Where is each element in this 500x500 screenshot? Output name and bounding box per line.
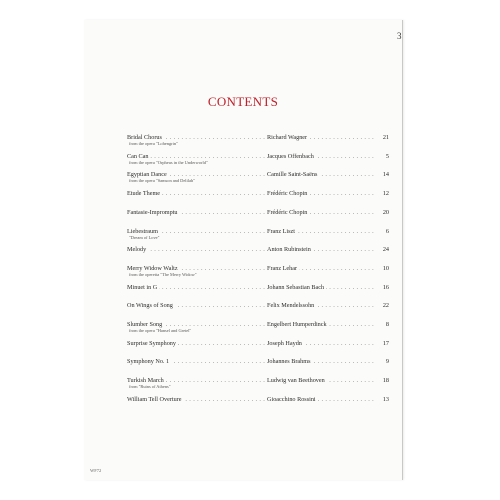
piece-title: William Tell Overture — [127, 395, 182, 403]
entry-page-number: 24 — [375, 246, 389, 253]
toc-entry — [127, 209, 389, 216]
composer-name: Richard Wagner — [267, 134, 308, 141]
piece-title: Can Can — [127, 152, 149, 160]
piece-subtitle: from the opera "Hansel and Gretel" — [129, 328, 192, 333]
piece-title: Bridal Chorus — [127, 134, 162, 141]
entry-page-number: 13 — [375, 396, 389, 403]
toc-entry — [127, 284, 389, 291]
entry-page-number: 8 — [375, 321, 389, 328]
entry-page-number: 5 — [375, 153, 389, 160]
piece-subtitle: from the opera "Lohengrin" — [129, 141, 178, 146]
toc-entry — [127, 134, 389, 146]
toc-entry — [127, 190, 389, 197]
composer-name: Felix Mendelssohn — [267, 302, 315, 310]
entry-page-number: 9 — [375, 358, 389, 365]
composer-name: Jacques Offenbach — [267, 152, 314, 160]
composer-name: Anton Rubinstein — [267, 246, 311, 254]
piece-subtitle: from the opera "Orpheus in the Underworld" — [129, 159, 208, 165]
toc-entry — [127, 265, 389, 277]
piece-title: Melody — [127, 246, 147, 254]
entry-page-number: 10 — [375, 265, 389, 272]
piece-subtitle: "Dream of Love" — [129, 234, 160, 240]
toc-entry — [127, 358, 389, 365]
piece-title: Slumber Song — [127, 321, 163, 328]
piece-title: Minuet in G — [127, 283, 158, 291]
composer-name: Engelbert Humperdinck — [267, 321, 327, 328]
composer-name: Johannes Brahms — [267, 358, 311, 366]
entry-page-number: 14 — [375, 171, 389, 178]
composer-name: Frédéric Chopin — [267, 208, 308, 216]
piece-title: Egyptian Dance — [127, 171, 167, 179]
piece-title: Etude Theme — [127, 190, 161, 198]
composer-name: Franz Liszt — [267, 227, 296, 235]
entry-page-number: 6 — [375, 228, 389, 235]
piece-subtitle: from "Ruins of Athens" — [129, 384, 171, 390]
piece-subtitle: from the operetta "The Merry Widow" — [129, 271, 197, 277]
toc-entry — [127, 377, 389, 389]
piece-title: Fantasie-Impromptu — [127, 208, 178, 216]
composer-name: Franz Lehar — [267, 264, 298, 272]
entry-page-number: 17 — [375, 340, 389, 347]
toc-entry — [127, 321, 389, 333]
composer-name: Johann Sebastian Bach — [267, 283, 325, 291]
piece-title: Turkish March — [127, 377, 164, 385]
composer-name: Joseph Haydn — [267, 339, 302, 347]
piece-title: Symphony No. 1 — [127, 358, 170, 366]
toc-entry — [127, 171, 389, 183]
piece-title: Merry Widow Waltz — [127, 264, 178, 272]
toc-entry — [127, 228, 389, 240]
footer-code: WF72 — [90, 468, 102, 473]
page-title: CONTENTS — [207, 94, 279, 109]
toc-entry — [127, 340, 389, 347]
entry-page-number: 21 — [375, 134, 389, 141]
page-number: 3 — [397, 31, 402, 41]
entry-page-number: 16 — [375, 284, 389, 291]
toc-entry — [127, 396, 389, 403]
toc-entry — [127, 246, 389, 253]
toc-entry — [127, 302, 389, 309]
entry-page-number: 22 — [375, 302, 389, 309]
piece-title: Surprise Symphony — [127, 339, 176, 347]
entry-page-number: 12 — [375, 190, 389, 197]
entry-page-number: 20 — [375, 209, 389, 216]
entry-page-number: 18 — [375, 377, 389, 384]
composer-name: Ludwig van Beethoven — [267, 377, 325, 385]
piece-title: Liebestraum — [127, 227, 158, 235]
toc-entry — [127, 153, 389, 165]
piece-title: On Wings of Song — [127, 302, 173, 310]
composer-name: Camille Saint-Saëns — [267, 171, 318, 179]
composer-name: Gioacchino Rossini — [267, 395, 316, 403]
composer-name: Frédéric Chopin — [267, 190, 308, 198]
piece-subtitle: from the opera "Samson and Delilah" — [129, 178, 195, 184]
